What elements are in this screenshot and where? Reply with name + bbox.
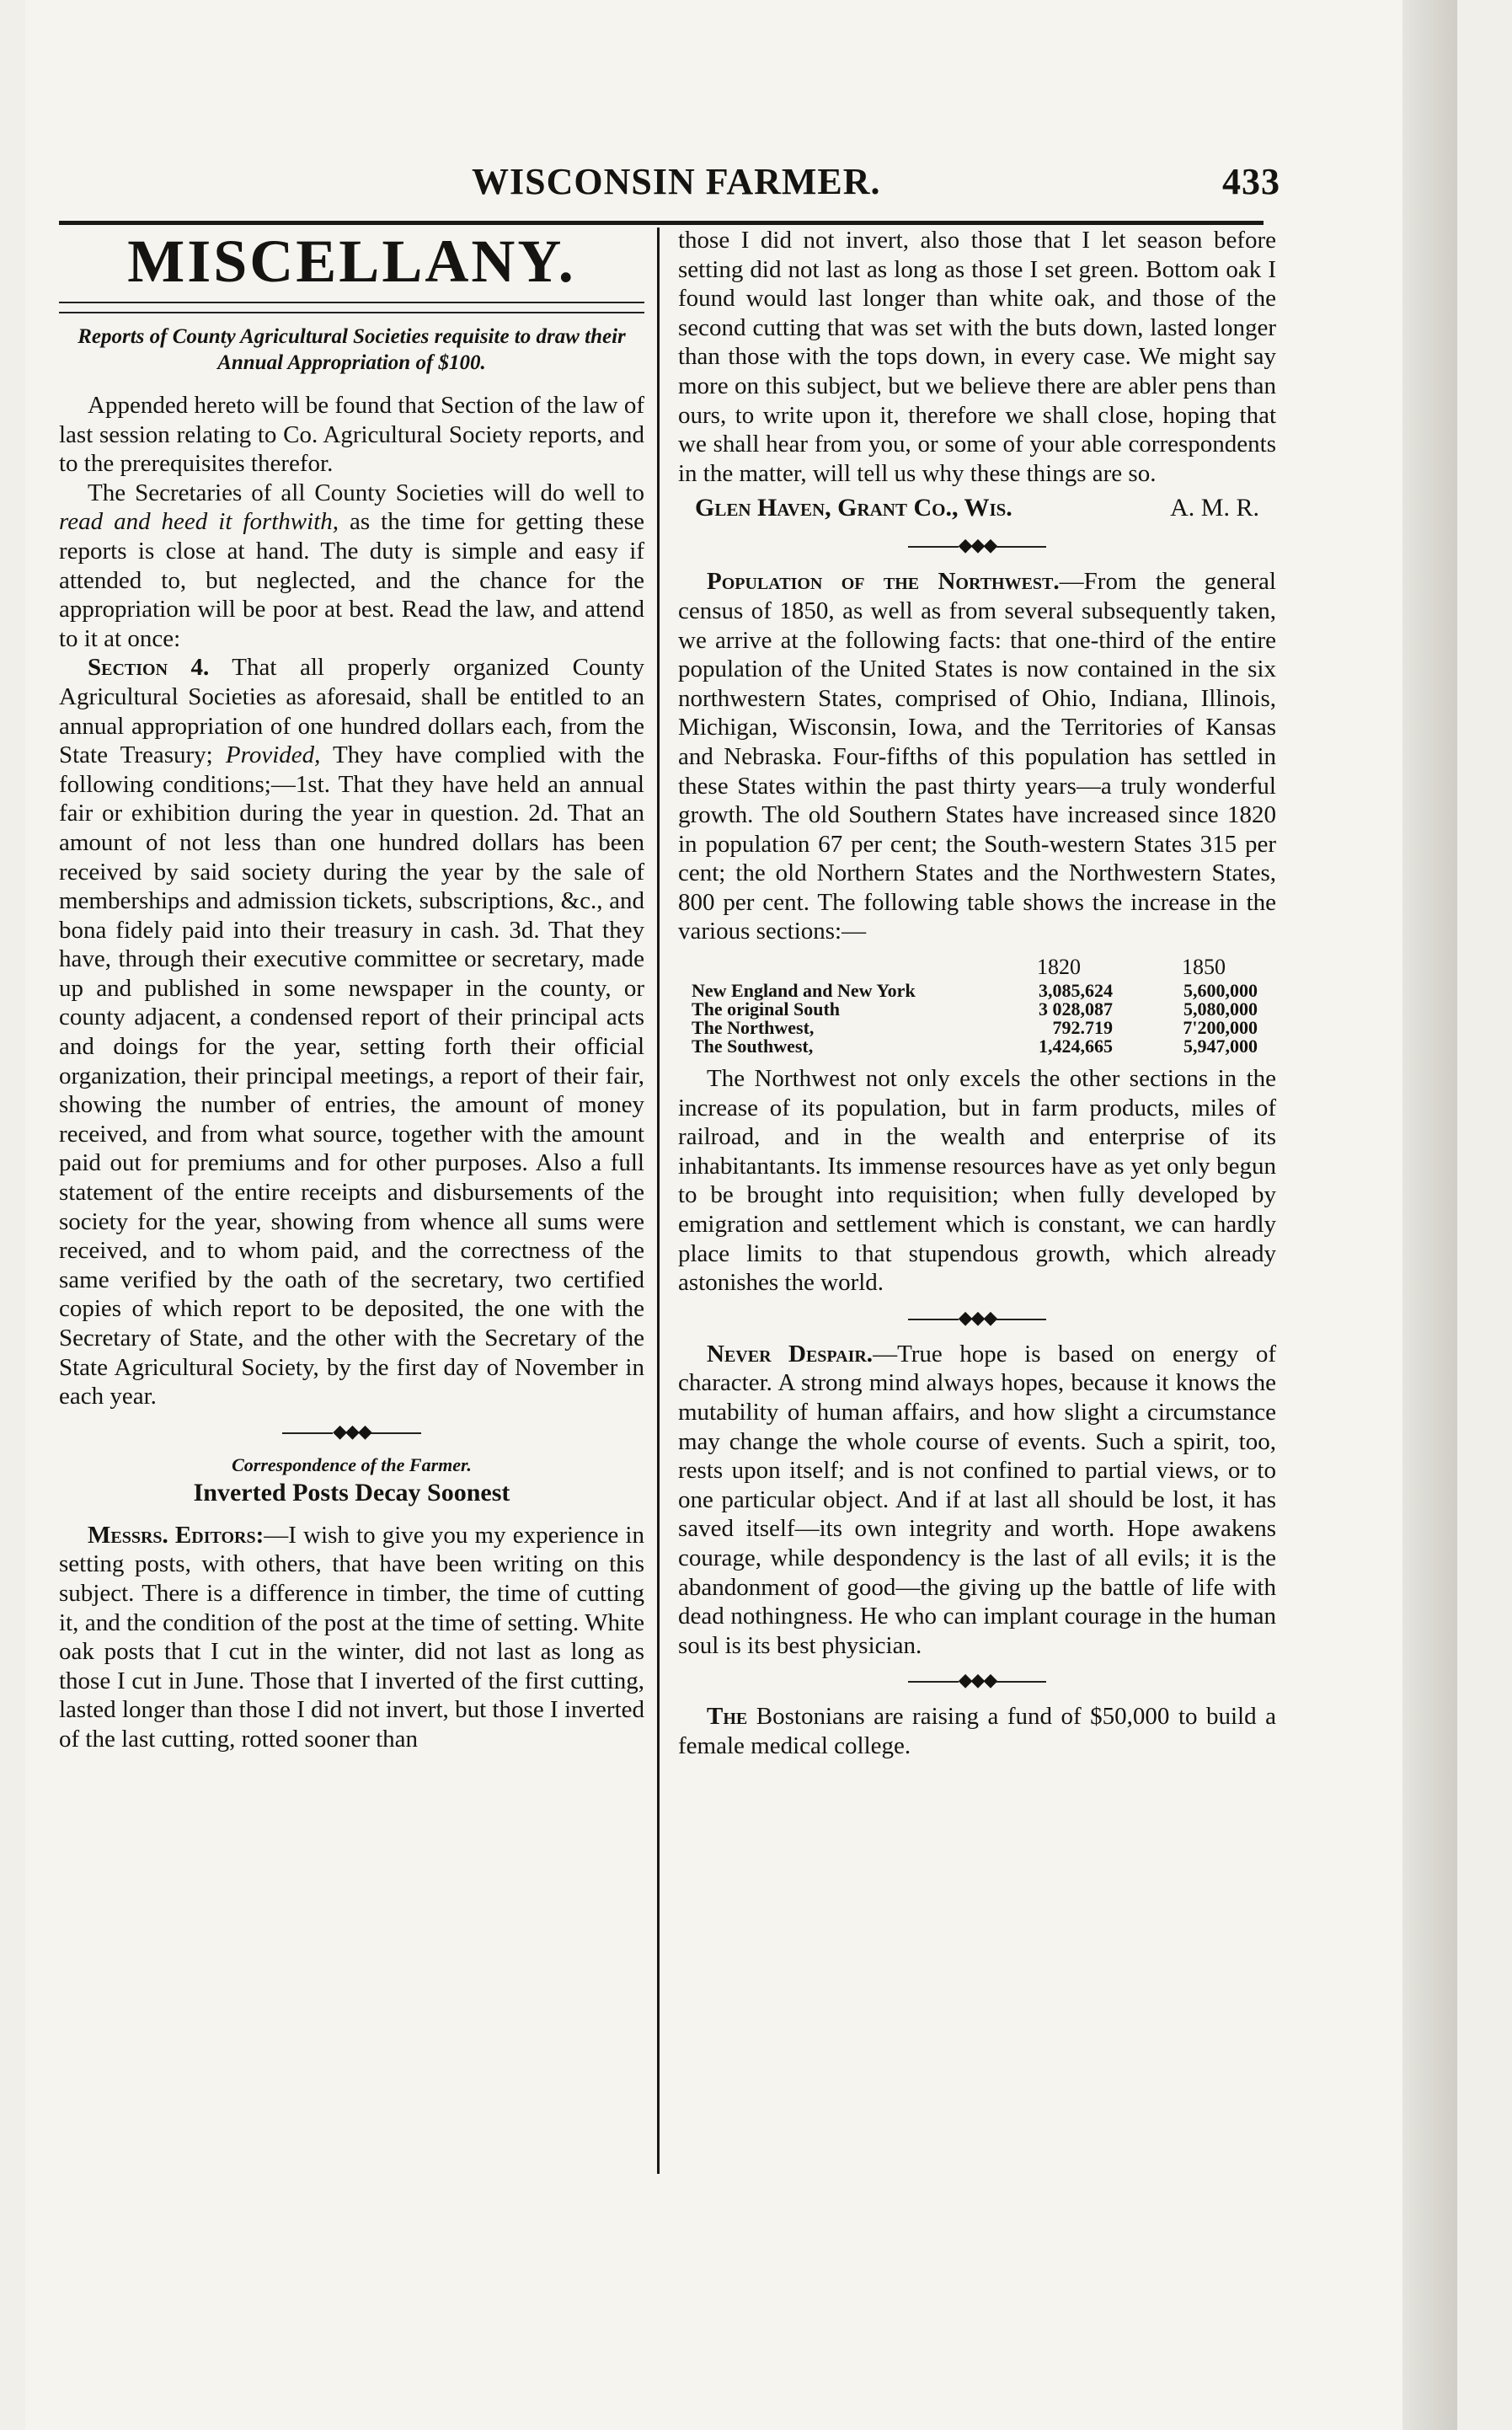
column-divider: [657, 227, 660, 2174]
table-cell-1820: 3,085,624: [1039, 980, 1113, 1002]
table-cell-section: The Northwest,: [692, 1017, 815, 1039]
salutation: Messrs. Editors:: [88, 1521, 264, 1549]
article-lead: Population of the Northwest.: [707, 568, 1060, 596]
paragraph-section-4: [59, 653, 644, 1410]
table-cell-1820: 792.719: [1052, 1017, 1113, 1039]
table-row: [678, 1000, 1276, 1019]
text-run: The Secretaries of all County Societies will do well to: [88, 479, 644, 506]
table-cell-1820: 3 028,087: [1039, 998, 1113, 1020]
signature-initials: A. M. R.: [1170, 494, 1259, 522]
table-header-1850: 1850: [1182, 955, 1226, 980]
text-run: —I wish to give you my experience in setting posts, with others, that have been writing on this subject. There is a difference in timber, the time of cutting it, and the condition of the post at the time of setting. White oak posts that I cut in the winter, did not last as long as those I cut in June. Those that I inverted of the first cutting, lasted longer than those I did not invert, but those I inverted of the last cutting, rotted sooner than: [59, 1521, 644, 1753]
paragraph-secretaries: [59, 479, 644, 654]
paragraph-never-despair: [678, 1340, 1276, 1661]
paragraph-population: [678, 567, 1276, 946]
signature-place: Glen Haven, Grant Co., Wis.: [695, 494, 1012, 522]
section-lead: Section 4.: [88, 654, 210, 682]
journal-title: WISCONSIN FARMER.: [472, 161, 881, 202]
table-cell-section: The Southwest,: [692, 1036, 814, 1057]
text-run: They have complied with the following conditions;—1st. That they have held an annual fair or exhibition during the year in question. 2d. That an amount of not less than one hundred dollars has been received by said society during the year by the sale of memberships and admission tickets, subscriptions, &c., and bona fidely paid into their treasury in cash. 3d. That they have, through their executive committee or secretary, made up and published in some newspaper in the county, or county adjacent, a condensed report of their principal acts and doings for the year, setting forth their official organization, their principal meetings, a report of their fair, showing the number of entries, the amount of money received, and from what source, together with the amount paid out for premiums and for other purposes. Also a full statement of the entire receipts and disbursements of the society for the year, showing from whence all sums were received, and to whom paid, and the correctness of the same verified by the oath of the secretary, two certified copies of which report to be deposited, the one with the Secretary of State, and the other with the Secretary of the State Agricultural Society, by the first day of November in each year.: [59, 741, 644, 1410]
table-cell-section: The original South: [692, 998, 841, 1020]
article-title-posts: Inverted Posts Decay Soonest: [193, 1478, 510, 1507]
table-cell-1850: 7'200,000: [1183, 1017, 1258, 1039]
ornament-divider: ◆◆◆: [59, 1421, 644, 1442]
table-cell-1850: 5,080,000: [1183, 998, 1258, 1020]
table-row: [678, 1019, 1276, 1037]
table-cell-1850: 5,600,000: [1183, 980, 1258, 1002]
text-run: —From the general census of 1850, as well as from several subsequently taken, we arrive at the following facts: that one-third of the entire population of the United States is now contained in the six northwestern States, comprised of Ohio, Indiana, Illinois, Michigan, Wisconsin, Iowa, and the Territories of Kansas and Nebraska. Four-fifths of this population has settled in these States within the past thirty years—a truly wonderful growth. The old Southern States have increased since 1820 in population 67 per cent; the South-western States 315 per cent; the old Northern States and the Northwestern States, 800 per cent. The following table shows the increase in the various sections:—: [678, 568, 1276, 945]
ornament-divider: ◆◆◆: [678, 535, 1276, 555]
page-number: 433: [1222, 161, 1280, 202]
paragraph-letter: [59, 1521, 644, 1754]
population-table: [678, 955, 1276, 1057]
ornament-divider: ◆◆◆: [678, 1670, 1276, 1690]
correspondence-line: Correspondence of the Farmer.: [232, 1453, 472, 1475]
article-subhead: Reports of County Agricultural Societies requisite to draw their Annual Appropriation of $100.: [77, 325, 626, 374]
table-row: [678, 982, 1276, 1000]
table-cell-section: New England and New York: [692, 980, 916, 1002]
header-rule: [59, 221, 1264, 225]
left-column: [59, 226, 644, 1754]
table-row: [678, 1037, 1276, 1056]
table-cell-1820: 1,424,665: [1039, 1036, 1113, 1057]
article-lead: Never Despair.: [707, 1340, 874, 1368]
signature-line: [678, 491, 1276, 525]
article-lead: The: [707, 1703, 748, 1731]
running-head: [472, 160, 1314, 211]
text-run: —True hope is based on energy of character. A strong mind always hopes, because it knows the mutability of human affairs, and how slight a circumstance may change the whole course of events. Such a spirit, too, rests upon itself; and is not confined to partial views, or to one particular object. And if at last all should be lost, it has saved itself—its own integrity and worth. Hope awakens courage, while despondency is the last of all evils; it is the abandonment of good—the giving up the battle of life with dead nothingness. He who can implant courage in the human soul is its best physician.: [678, 1340, 1276, 1659]
emphasis-text: read and heed it forthwith,: [59, 508, 339, 536]
text-run: as the time for getting these reports is close at hand. The duty is simple and easy if attended to, but neglected, and the chance for the appropriation will be poor at best. Read the law, and attend to it at once:: [59, 508, 644, 652]
text-run: That all properly organized County Agricultural Societies as aforesaid, shall be entitled to an annual appropriation of one hundred dollars each, from the State Treasury;: [59, 654, 644, 769]
text-run: Bostonians are raising a fund of $50,000 to build a female medical college.: [678, 1703, 1276, 1759]
ornament-divider: ◆◆◆: [678, 1308, 1276, 1328]
paragraph-letter-cont: those I did not invert, also those that I let season before setting did not last as long as those I set green. Bottom oak I found would last longer than white oak, and those of the second cutting that was set with the buts down, lasted longer than those with the tops down, in every case. We might say more on this subject, but we believe there are abler pens than ours, to write upon it, therefore we shall close, hoping that we shall hear from you, or some of your able correspondents in the matter, will tell us why these things are so.: [678, 227, 1276, 487]
section-title: MISCELLANY.: [127, 227, 576, 295]
right-column: [678, 226, 1276, 1761]
paragraph-northwest: The Northwest not only excels the other sections in the increase of its population, but in farm products, miles of railroad, and in the wealth and enterprise of its inhabitantants. Its immense resources have as yet only begun to be brought into requisition; when fully developed by emigration and settlement which is constant, we can hardly place limits to that stupendous growth, which already astonishes the world.: [678, 1065, 1276, 1297]
paragraph-bostonians: [678, 1702, 1276, 1760]
page-edge-shadow: [1402, 0, 1457, 2430]
table-cell-1850: 5,947,000: [1183, 1036, 1258, 1057]
emphasis-text: Provided,: [225, 741, 321, 769]
table-header-1820: 1820: [1037, 955, 1081, 980]
title-double-rule: [59, 302, 644, 313]
table-header-section: [678, 958, 986, 982]
table-header-row: [678, 958, 1276, 982]
paragraph-intro: Appended hereto will be found that Section of the law of last session relating to Co. Agricultural Society reports, and to the prerequisites therefor.: [59, 392, 644, 478]
